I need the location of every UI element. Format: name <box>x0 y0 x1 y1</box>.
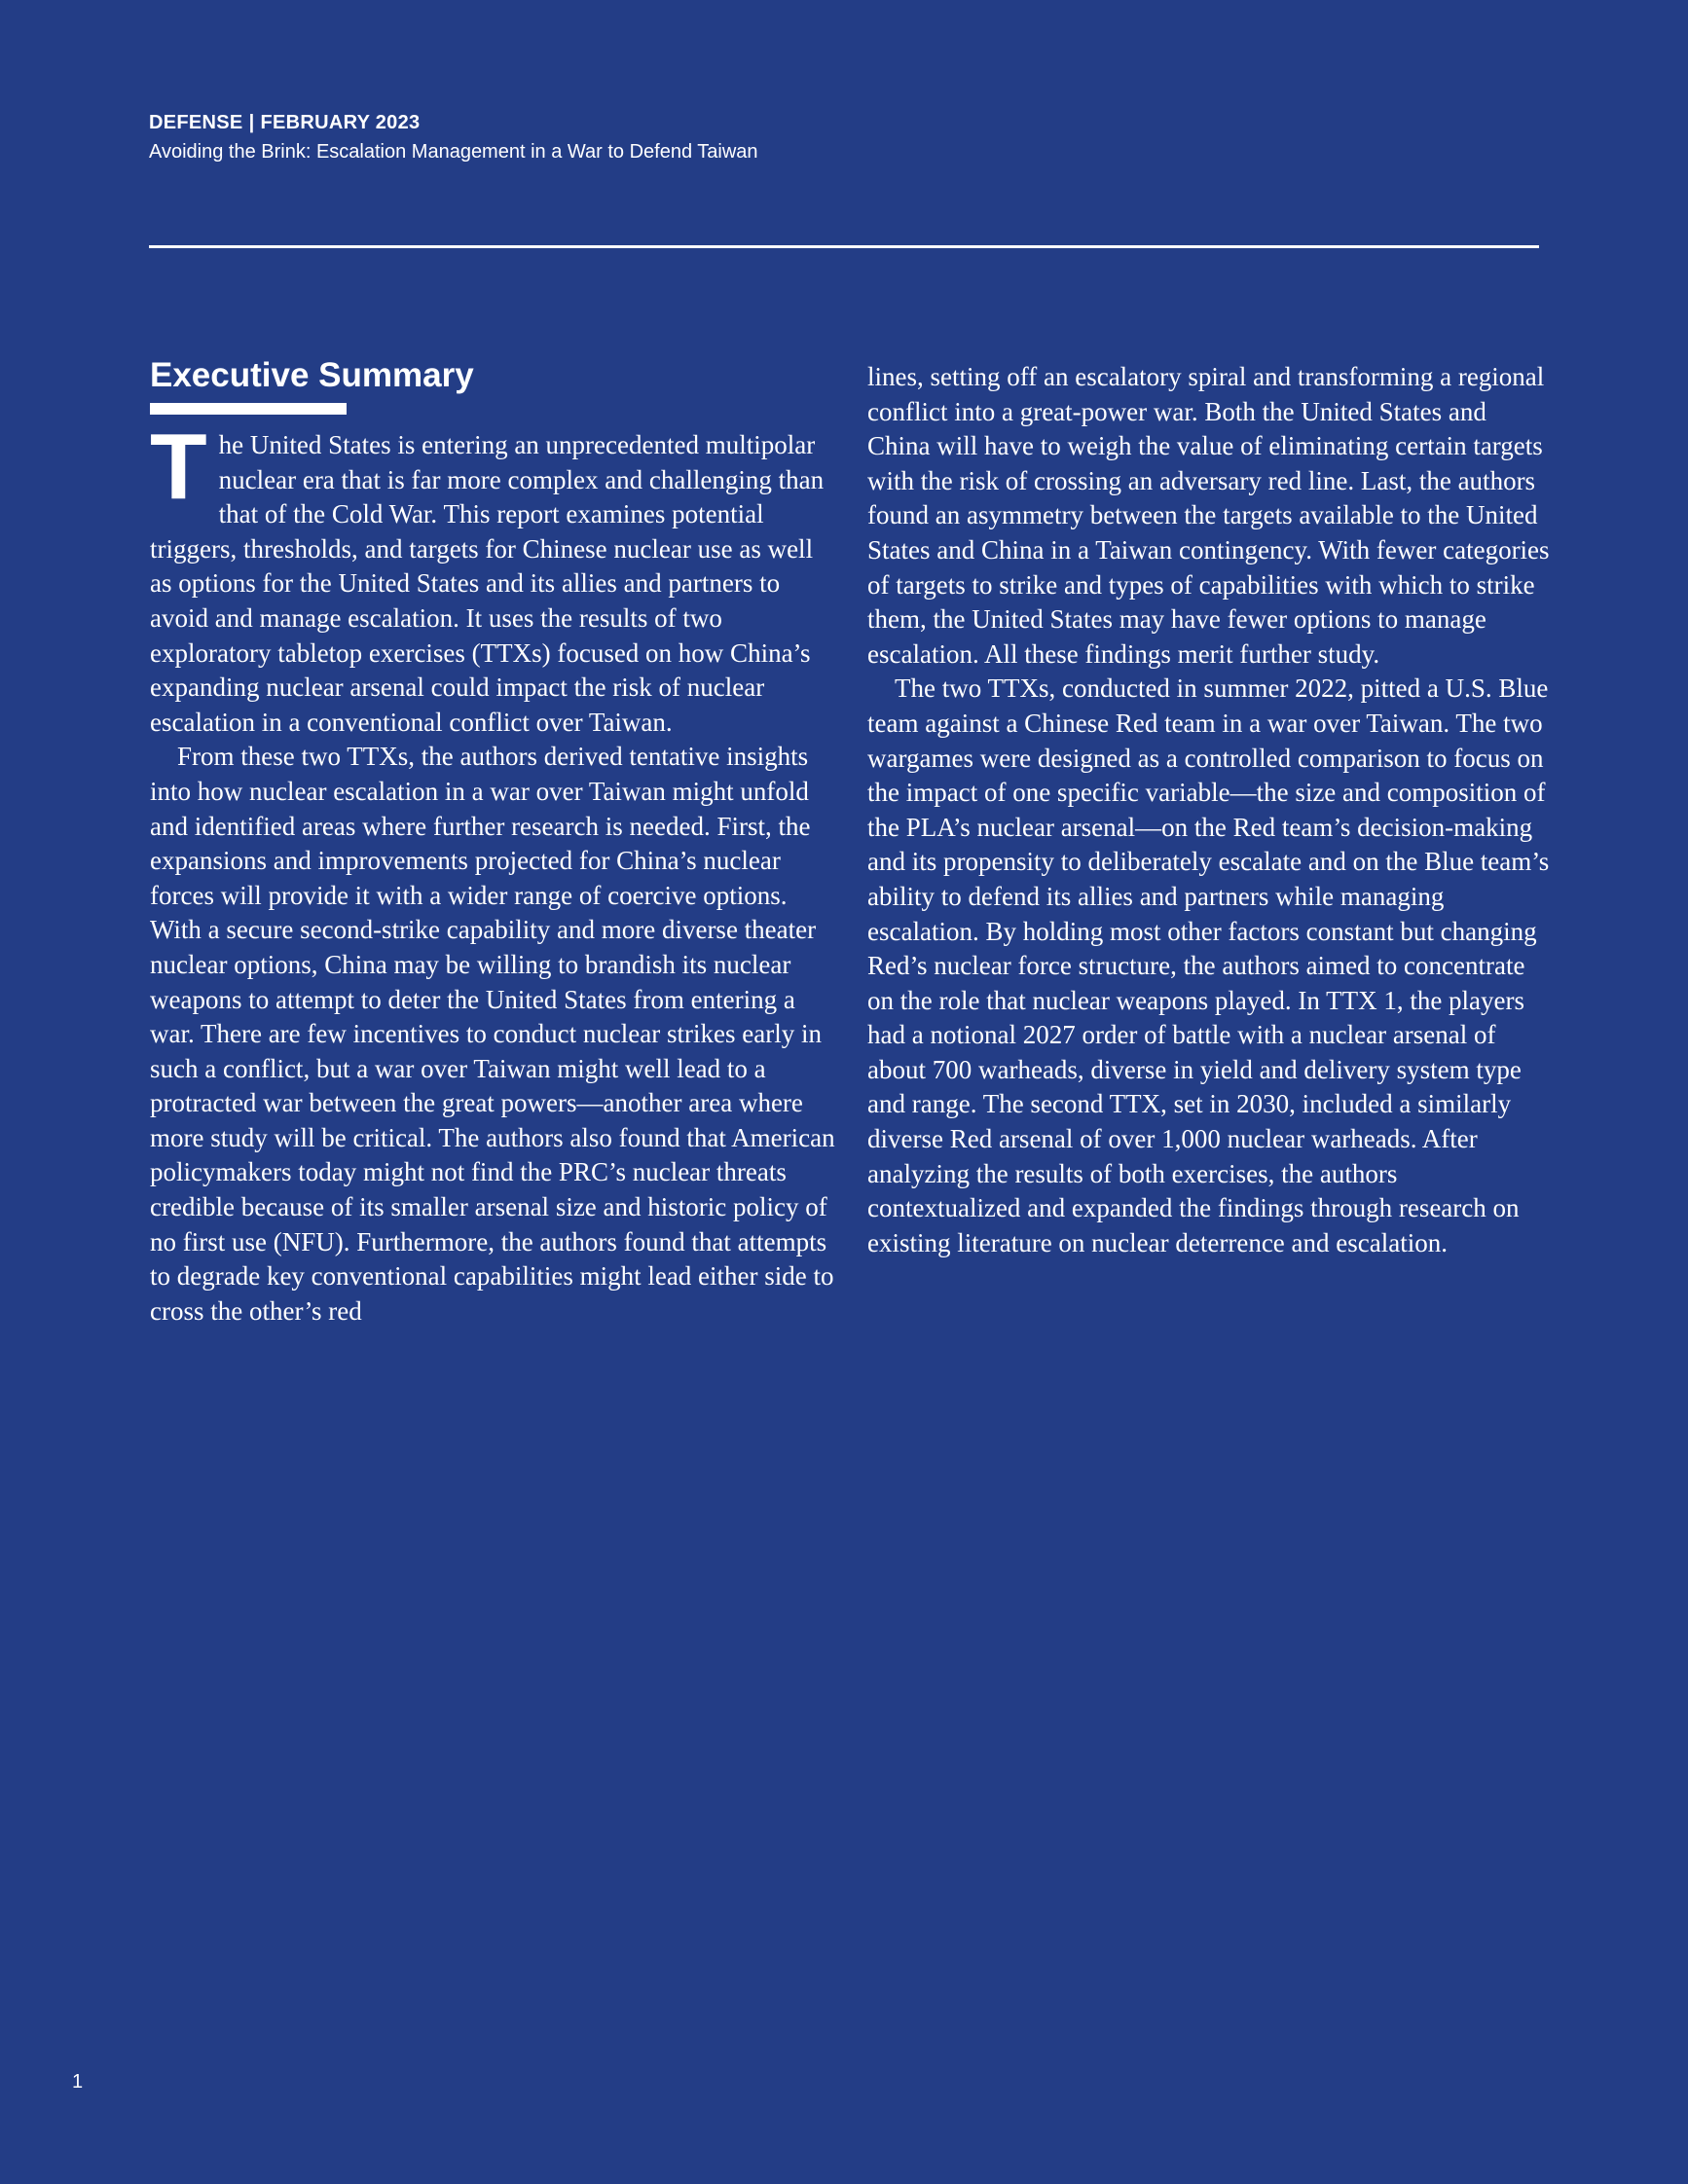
right-column <box>867 360 1554 1260</box>
publication-date: FEBRUARY 2023 <box>260 112 421 133</box>
page-header <box>149 111 758 165</box>
heading-underline-bar <box>150 403 347 415</box>
header-separator: | <box>248 112 255 133</box>
paragraph-2-continued: lines, setting off an escalatory spiral and transforming a regional conflict into a great-power war. Both the United States and China will have to weigh the value of eliminating certain targets with the risk of crossing an adversary red line. Last, the authors found an asymmetry between the targets available to the United States and China in a Taiwan contingency. With fewer categories of targets to strike and types of capabilities with which to strike them, the United States may have fewer options to manage escalation. All these findings merit further study. <box>867 362 1550 669</box>
section-label: DEFENSE <box>149 112 243 133</box>
section-heading: Executive Summary <box>150 356 474 394</box>
header-tag <box>149 111 758 134</box>
paragraph-1-text: he United States is entering an unprecedented multipolar nuclear era that is far more complex and challenging than that of the Cold War. This report examines potential triggers, thresholds, and targets for Chinese nuclear use as well as options for the United States and its allies and partners to avoid and manage escalation. It uses the results of two exploratory tabletop exercises (TTXs) focused on how China’s expanding nuclear arsenal could impact the risk of nuclear escalation in a conventional conflict over Taiwan. <box>150 430 825 737</box>
left-column <box>150 356 836 1329</box>
page-number: 1 <box>72 2071 84 2093</box>
drop-cap: T <box>150 415 207 519</box>
header-divider <box>149 245 1539 248</box>
paragraph-3: The two TTXs, conducted in summer 2022, pitted a U.S. Blue team against a Chinese Red team in a war over Taiwan. The two wargames were designed as a controlled comparison to focus on the impact of one specific variable—the size and composition of the PLA’s nuclear arsenal—on the Red team’s decision-making and its propensity to deliberately escalate and on the Blue team’s ability to defend its allies and partners while managing escalation. By holding most other factors constant but changing Red’s nuclear force structure, the authors aimed to concentrate on the role that nuclear weapons played. In TTX 1, the players had a notional 2027 order of battle with a nuclear arsenal of about 700 warheads, diverse in yield and delivery system type and range. The second TTX, set in 2030, included a similarly diverse Red arsenal of over 1,000 nuclear warheads. After analyzing the results of both exercises, the authors contextualized and expanded the findings through research on existing literature on nuclear deterrence and escalation. <box>867 673 1550 1257</box>
report-title: Avoiding the Brink: Escalation Management in a War to Defend Taiwan <box>149 141 758 163</box>
paragraph-1 <box>150 415 836 740</box>
paragraph-2-start: From these two TTXs, the authors derived tentative insights into how nuclear escalation in a war over Taiwan might unfold and identified areas where further research is needed. First, the expansions and improvements projected for China’s nuclear forces will provide it with a wider range of coercive options. With a secure second-strike capability and more diverse theater nuclear options, China may be willing to brandish its nuclear weapons to attempt to deter the United States from entering a war. There are few incentives to conduct nuclear strikes early in such a conflict, but a war over Taiwan might well lead to a protracted war between the great powers—another area where more study will be critical. The authors also found that American policymakers today might not find the PRC’s nuclear threats credible because of its smaller arsenal size and historic policy of no first use (NFU). Furthermore, the authors found that attempts to degrade key conventional capabilities might lead either side to cross the other’s red <box>150 742 835 1326</box>
